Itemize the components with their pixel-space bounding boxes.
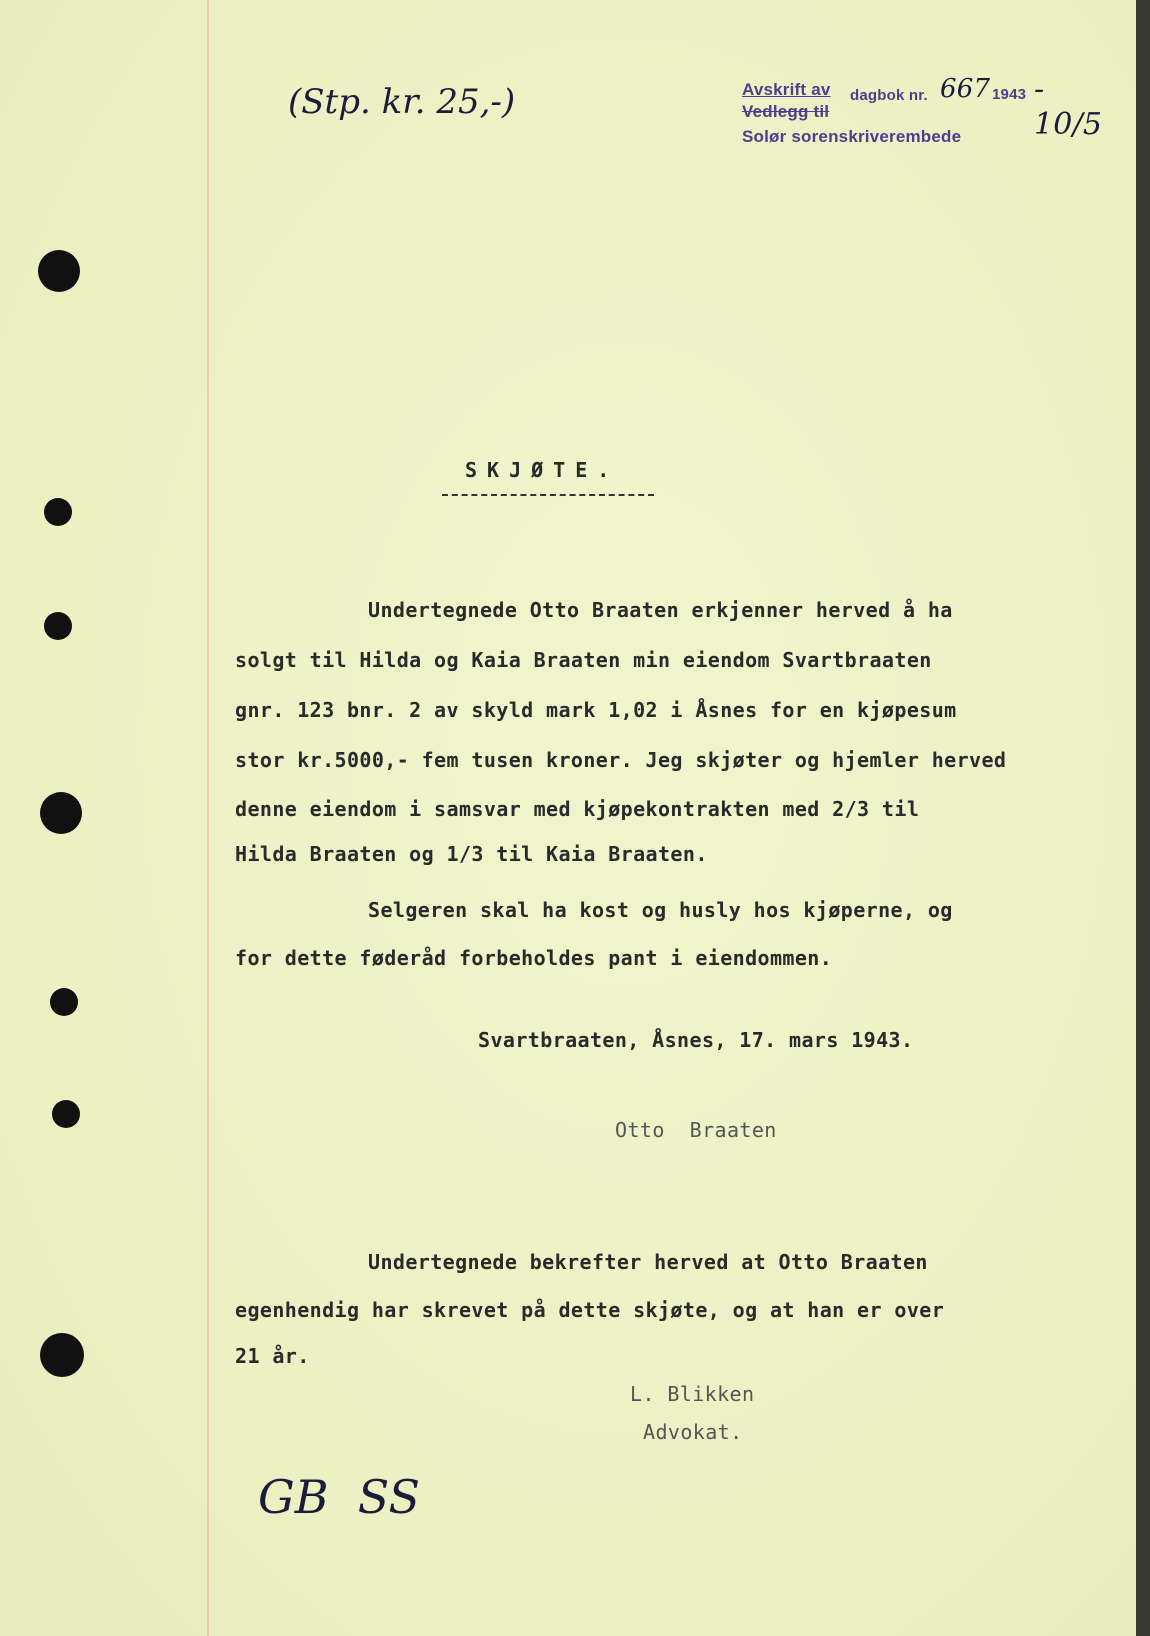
stamp-dagbok: dagbok nr. xyxy=(850,87,928,104)
stamp-struck-text: Vedlegg til xyxy=(742,102,830,121)
punch-hole xyxy=(52,1100,80,1128)
registry-stamp xyxy=(742,72,1122,160)
body-line: egenhendig har skrevet på dette skjøte, og at han er over xyxy=(235,1298,945,1322)
body-line: Undertegnede Otto Braaten erkjenner herved å ha xyxy=(368,598,953,622)
body-line: for dette føderåd forbeholdes pant i eiendommen. xyxy=(235,946,833,970)
body-line: Selgeren skal ha kost og husly hos kjøperne, og xyxy=(368,898,953,922)
document-title: SKJØTE. xyxy=(465,458,620,482)
place-date: Svartbraaten, Åsnes, 17. mars 1943. xyxy=(478,1028,914,1052)
punch-hole xyxy=(40,792,82,834)
handwritten-initials: GB SS xyxy=(258,1470,421,1524)
title-underline xyxy=(442,494,654,496)
body-line: Undertegnede bekrefter herved at Otto Braaten xyxy=(368,1250,928,1274)
body-line: solgt til Hilda og Kaia Braaten min eiendom Svartbraaten xyxy=(235,648,932,672)
stamp-number: 667 xyxy=(940,74,991,104)
stamp-date: - 10/5 xyxy=(1034,72,1103,142)
punch-hole xyxy=(38,250,80,292)
punch-hole xyxy=(50,988,78,1016)
scan-edge xyxy=(1136,0,1150,1636)
seller-signature: Otto Braaten xyxy=(615,1118,777,1142)
margin-line xyxy=(207,0,209,1636)
punch-hole xyxy=(44,498,72,526)
body-line: denne eiendom i samsvar med kjøpekontrakten med 2/3 til xyxy=(235,797,920,821)
body-line: stor kr.5000,- fem tusen kroner. Jeg skjøter og hjemler herved xyxy=(235,748,1007,772)
stamp-label: Avskrift av xyxy=(742,80,831,99)
stamp-office: Solør sorenskriverembede xyxy=(742,127,962,146)
witness-title: Advokat. xyxy=(643,1420,743,1444)
body-line: Hilda Braaten og 1/3 til Kaia Braaten. xyxy=(235,842,708,866)
body-line: gnr. 123 bnr. 2 av skyld mark 1,02 i Åsnes for en kjøpesum xyxy=(235,698,957,722)
body-line: 21 år. xyxy=(235,1344,310,1368)
handwritten-stamp-duty: (Stp. kr. 25,-) xyxy=(288,82,516,122)
stamp-year: 1943 xyxy=(992,86,1027,103)
punch-hole xyxy=(44,612,72,640)
punch-hole xyxy=(40,1333,84,1377)
witness-name: L. Blikken xyxy=(630,1382,755,1406)
